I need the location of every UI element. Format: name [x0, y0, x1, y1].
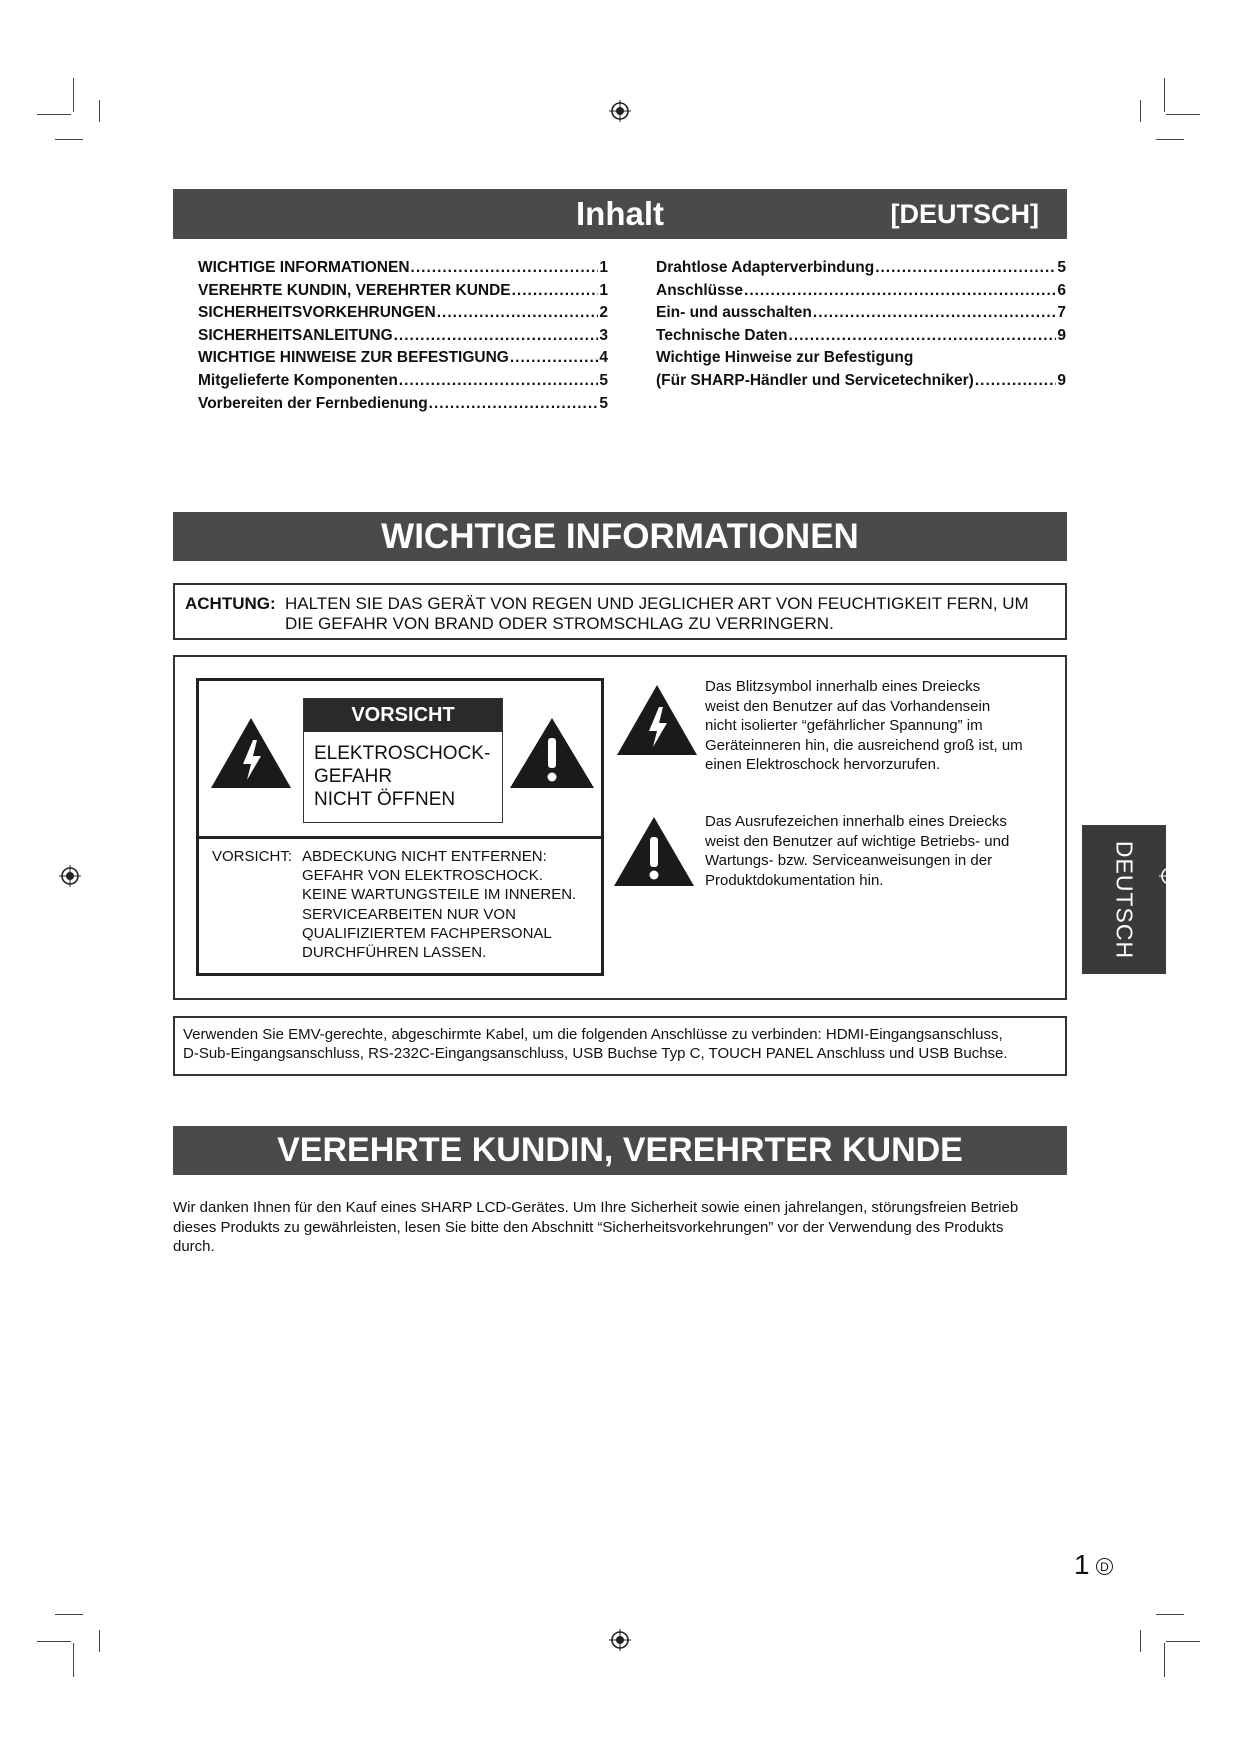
emv-notice: Verwenden Sie EMV-gerechte, abgeschirmte Kabel, um die folgenden Anschlüsse zu verbinden: HDMI-Eingangsanschluss, D-Sub-Eingangsanschluss, RS-232C-Eingangsanschluss, USB Buchse Typ C, TOUCH PANEL Anschluss und USB Buchse. [173, 1016, 1067, 1076]
customer-intro: Wir danken Ihnen für den Kauf eines SHARP LCD-Gerätes. Um Ihre Sicherheit sowie einen jahrelangen, störungsfreien Betrieb dieses Produkts zu gewährleisten, lesen Sie bitte den Abschnitt “Sicherheitsvorkehrungen” vor der Verwendung des Produkts durch. [173, 1199, 1019, 1255]
vorsicht-heading: VORSICHT [304, 699, 502, 732]
crop-mark [73, 78, 74, 112]
exclamation-triangle-icon [612, 815, 696, 888]
lightning-explanation: Das Blitzsymbol innerhalb eines Dreiecks weist den Benutzer auf das Vorhandensein nicht isolierter “gefährlicher Spannung” im Geräteinneren hin, die ausreichend groß ist, um einen Elektroschock hervorzurufen. [705, 678, 1023, 774]
contents-title: Inhalt [576, 195, 664, 232]
toc-entry[interactable]: (Für SHARP-Händler und Servicetechniker) ..... 9 [656, 372, 1066, 395]
achtung-text: DIE GEFAHR VON BRAND ODER STROMSCHLAG ZU VERRINGERN. [285, 614, 834, 633]
registration-mark-icon [609, 1629, 631, 1651]
registration-mark-icon [609, 100, 631, 122]
toc-entry[interactable]: Technische Daten ..... 9 [656, 327, 1066, 350]
achtung-label: ACHTUNG: [185, 594, 276, 613]
crop-mark [1166, 114, 1200, 115]
lightning-triangle-icon [209, 716, 293, 790]
toc-entry[interactable]: Ein- und ausschalten ..... 7 [656, 304, 1066, 327]
crop-mark [1140, 1630, 1141, 1652]
page-number: 1 [1074, 1549, 1090, 1580]
crop-mark [37, 114, 71, 115]
divider [199, 836, 601, 839]
language-side-tab: DEUTSCH [1082, 825, 1166, 974]
toc-left-column [198, 259, 608, 417]
crop-mark [55, 139, 83, 140]
toc-right-column [656, 259, 1066, 395]
toc-entry[interactable]: Wichtige Hinweise zur Befestigung [656, 349, 914, 367]
toc-entry[interactable]: SICHERHEITSVORKEHRUNGEN ..... 2 [198, 304, 608, 327]
registration-mark-icon [59, 865, 81, 887]
toc-entry[interactable]: SICHERHEITSANLEITUNG ..... 3 [198, 327, 608, 350]
toc-entry[interactable]: Vorbereiten der Fernbedienung ..... 5 [198, 395, 608, 418]
exclamation-triangle-icon [508, 716, 596, 790]
toc-entry[interactable]: Drahtlose Adapterverbindung ..... 5 [656, 259, 1066, 282]
caution-label: VORSICHT ELEKTROSCHOCK- GEFAHR NICHT ÖFFNEN VORSICHT: ABDECKUNG NICHT ENTFERNEN: GEFAHR VON ELEKTROSCHOCK. KEINE WARTUNGSTEILE IM INNEREN. SERVICEARBEITEN NUR VON QUALIFIZIERTEM FACHPERSONAL DURCHFÜHREN LASSEN. [196, 678, 604, 976]
crop-mark [1156, 1614, 1184, 1615]
toc-entry[interactable]: VEREHRTE KUNDIN, VEREHRTER KUNDE ..... 1 [198, 282, 608, 305]
registration-mark-icon [1159, 865, 1181, 887]
crop-mark [99, 100, 100, 122]
toc-entry[interactable]: Mitgelieferte Komponenten ..... 5 [198, 372, 608, 395]
crop-mark [73, 1643, 74, 1677]
crop-mark [37, 1641, 71, 1642]
toc-entry[interactable]: WICHTIGE HINWEISE ZUR BEFESTIGUNG ..... 4 [198, 349, 608, 372]
vorsicht-text: ELEKTROSCHOCK- GEFAHR NICHT ÖFFNEN [314, 743, 491, 810]
crop-mark [1164, 1643, 1165, 1677]
crop-mark [1164, 78, 1165, 112]
toc-entry[interactable]: WICHTIGE INFORMATIONEN ..... 1 [198, 259, 608, 282]
exclamation-explanation: Das Ausrufezeichen innerhalb eines Dreiecks weist den Benutzer auf wichtige Betriebs- und Wartungs- bzw. Serviceanweisungen in der Produktdokumentation hin. [705, 813, 1010, 889]
toc-entry[interactable]: Anschlüsse ..... 6 [656, 282, 1066, 305]
contents-header [173, 189, 1067, 239]
language-label: [DEUTSCH] [890, 199, 1039, 229]
page-language-suffix: D [1096, 1558, 1113, 1575]
crop-mark [99, 1630, 100, 1652]
crop-mark [1166, 1641, 1200, 1642]
crop-mark [1140, 100, 1141, 122]
customer-heading: VEREHRTE KUNDIN, VEREHRTER KUNDE [173, 1126, 1067, 1175]
vorsicht-panel [303, 698, 503, 823]
achtung-text: HALTEN SIE DAS GERÄT VON REGEN UND JEGLICHER ART VON FEUCHTIGKEIT FERN, UM [285, 594, 1029, 613]
lightning-triangle-icon [615, 683, 699, 757]
achtung-box [173, 583, 1067, 640]
important-info-heading: WICHTIGE INFORMATIONEN [173, 512, 1067, 561]
crop-mark [1156, 139, 1184, 140]
crop-mark [55, 1614, 83, 1615]
